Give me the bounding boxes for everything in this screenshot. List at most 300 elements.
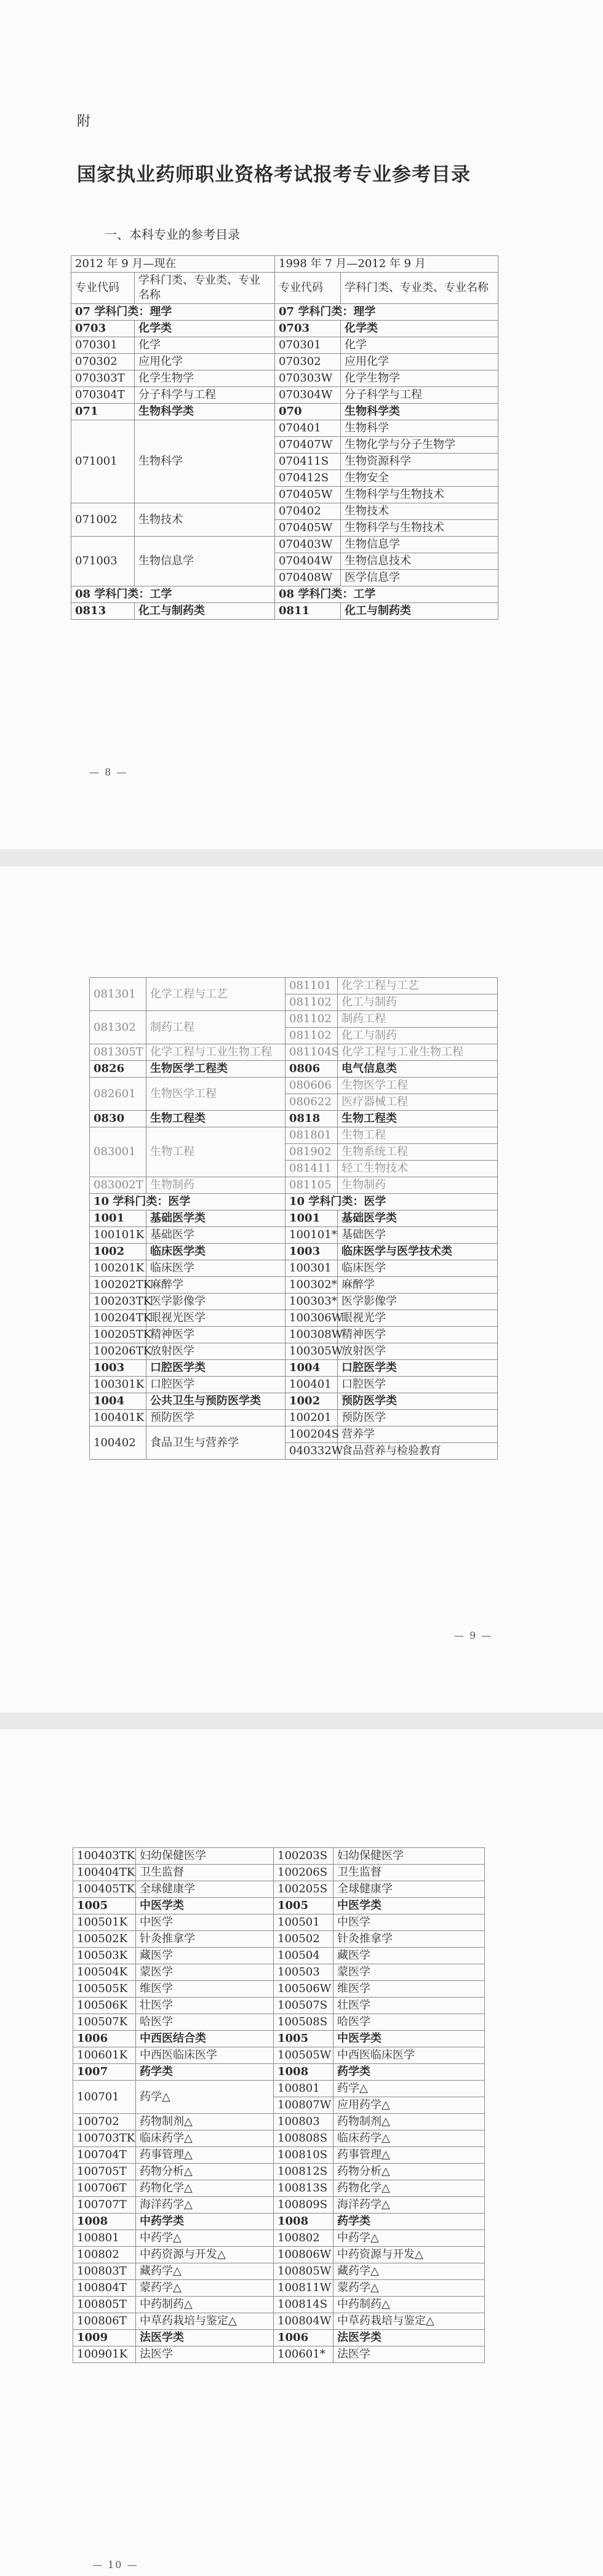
period-current-header: 2012 年 9 月—现在 — [71, 256, 275, 273]
section-heading: 一、本科专业的参考目录 — [105, 227, 240, 242]
name-cell: 卫生监督 — [136, 1865, 274, 1881]
category-label: 10 学科门类：医学 — [286, 1194, 498, 1210]
table-row — [73, 1998, 485, 2014]
catalog-table-part-2 — [89, 977, 498, 1460]
name-cell: 法医学类 — [136, 2330, 274, 2346]
code-cell: 100501K — [73, 1914, 136, 1931]
code-cell: 070405W — [275, 487, 341, 503]
table-row — [71, 337, 498, 354]
table-row — [90, 978, 498, 994]
name-cell: 生物技术 — [135, 503, 275, 537]
name-cell: 生物工程类 — [338, 1111, 498, 1127]
catalog-table-part-3 — [73, 1847, 485, 2363]
code-cell: 100811W — [274, 2280, 333, 2297]
code-cell: 100205TK — [90, 1327, 146, 1343]
name-cell: 卫生监督 — [333, 1865, 485, 1881]
name-cell: 法医学 — [333, 2346, 485, 2363]
code-cell: 1002 — [90, 1244, 146, 1260]
name-cell: 中草药栽培与鉴定△ — [333, 2313, 485, 2330]
name-cell: 应用化学 — [135, 354, 275, 370]
table-row — [73, 2313, 485, 2330]
name-cell: 预防医学 — [338, 1410, 498, 1426]
name-cell: 中草药栽培与鉴定△ — [136, 2313, 274, 2330]
code-cell: 100403TK — [73, 1848, 136, 1865]
table-row — [71, 503, 498, 520]
table-row — [71, 537, 498, 553]
code-cell: 100703TK — [73, 2130, 136, 2147]
table-row — [71, 321, 498, 337]
name-cell: 海洋药学△ — [136, 2197, 274, 2214]
name-cell: 轻工生物技术 — [338, 1161, 498, 1177]
table-row — [73, 2147, 485, 2164]
code-cell: 100805T — [73, 2297, 136, 2313]
name-cell: 化学生物学 — [135, 370, 275, 387]
code-cell: 071003 — [71, 537, 135, 586]
code-cell: 100203S — [274, 1848, 333, 1865]
name-cell: 麻醉学 — [338, 1277, 498, 1294]
table-row — [90, 1244, 498, 1260]
name-cell: 基础医学 — [338, 1227, 498, 1244]
column-header-name: 学科门类、专业类、专业名称 — [341, 273, 498, 304]
table-row — [73, 2263, 485, 2280]
name-cell: 放射医学 — [338, 1343, 498, 1360]
code-cell: 1005 — [274, 2031, 333, 2047]
table-row — [90, 1426, 498, 1443]
code-cell: 100402 — [90, 1426, 146, 1460]
category-label: 10 学科门类：医学 — [90, 1194, 286, 1210]
code-cell: 100308W — [286, 1327, 338, 1343]
name-cell: 医学信息学 — [341, 570, 498, 586]
name-cell: 化学生物学 — [341, 370, 498, 387]
code-cell: 070402 — [275, 503, 341, 520]
name-cell: 药学△ — [136, 2081, 274, 2114]
code-cell: 100802 — [274, 2230, 333, 2247]
table-row — [71, 256, 498, 273]
code-cell: 1005 — [274, 1898, 333, 1914]
name-cell: 藏医学 — [333, 1948, 485, 1964]
code-cell: 100702 — [73, 2114, 136, 2130]
code-cell: 100803T — [73, 2263, 136, 2280]
code-cell: 081411 — [286, 1161, 338, 1177]
code-cell: 100707T — [73, 2197, 136, 2214]
table-row — [90, 1011, 498, 1028]
code-cell: 081102 — [286, 1028, 338, 1044]
code-cell: 100306W — [286, 1310, 338, 1327]
table-header-row — [71, 273, 498, 304]
name-cell: 基础医学类 — [338, 1210, 498, 1227]
name-cell: 中医学类 — [333, 2031, 485, 2047]
code-cell: 082601 — [90, 1078, 146, 1111]
name-cell: 药学类 — [333, 2064, 485, 2081]
table-row — [73, 1898, 485, 1914]
code-cell: 100204TK — [90, 1310, 146, 1327]
table-row — [73, 1981, 485, 1998]
pharmacy-rows — [73, 2081, 485, 2114]
code-cell: 100101K — [90, 1227, 146, 1244]
name-cell: 化工与制药类 — [341, 603, 498, 620]
code-cell: 070407W — [275, 437, 341, 454]
code-cell: 071 — [71, 404, 135, 420]
category-label: 07 学科门类：理学 — [71, 304, 275, 321]
table-row — [73, 1881, 485, 1898]
code-cell: 0703 — [275, 321, 341, 337]
code-cell: 070304T — [71, 387, 135, 404]
code-cell: 100301 — [286, 1260, 338, 1277]
code-cell: 080622 — [286, 1094, 338, 1111]
code-cell: 100202TK — [90, 1277, 146, 1294]
code-cell: 081105 — [286, 1177, 338, 1194]
code-cell: 100801 — [73, 2230, 136, 2247]
document-title: 国家执业药师职业资格考试报考专业参考目录 — [77, 164, 471, 186]
name-cell: 壮医学 — [136, 1998, 274, 2014]
name-cell: 生物制药 — [146, 1177, 286, 1194]
name-cell: 口腔医学 — [338, 1377, 498, 1393]
name-cell: 生物科学与生物技术 — [341, 487, 498, 503]
name-cell: 法医学类 — [333, 2330, 485, 2346]
name-cell: 电气信息类 — [338, 1061, 498, 1078]
category-label: 08 学科门类：工学 — [275, 586, 498, 603]
name-cell: 妇幼保健医学 — [136, 1848, 274, 1865]
name-cell: 化工与制药 — [338, 994, 498, 1011]
code-cell: 070401 — [275, 420, 341, 437]
code-cell: 1004 — [90, 1393, 146, 1410]
code-cell: 070412S — [275, 470, 341, 487]
table-row — [73, 1964, 485, 1981]
code-cell: 100807W — [274, 2097, 333, 2114]
page-number: — 10 — — [92, 2559, 138, 2570]
code-cell: 1004 — [286, 1360, 338, 1377]
code-cell: 100808S — [274, 2130, 333, 2147]
code-cell: 1001 — [90, 1210, 146, 1227]
name-cell: 蒙医学 — [136, 1964, 274, 1981]
name-cell: 医学影像学 — [338, 1294, 498, 1310]
code-cell: 100810S — [274, 2147, 333, 2164]
code-cell: 100803 — [274, 2114, 333, 2130]
code-cell: 081102 — [286, 994, 338, 1011]
code-cell: 0818 — [286, 1111, 338, 1127]
name-cell: 全球健康学 — [136, 1881, 274, 1898]
table-row — [73, 2130, 485, 2147]
column-header-code: 专业代码 — [71, 273, 135, 304]
code-cell: 100302* — [286, 1277, 338, 1294]
table-row — [73, 2346, 485, 2363]
name-cell: 化学类 — [135, 321, 275, 337]
name-cell: 中药学△ — [136, 2230, 274, 2247]
name-cell: 临床医学类 — [146, 1244, 286, 1260]
name-cell: 中药制药△ — [136, 2297, 274, 2313]
name-cell: 法医学 — [136, 2346, 274, 2363]
name-cell: 药物化学△ — [136, 2180, 274, 2197]
code-cell: 100503 — [274, 1964, 333, 1981]
code-cell: 080606 — [286, 1078, 338, 1094]
name-cell: 预防医学类 — [338, 1393, 498, 1410]
table-row — [73, 1948, 485, 1964]
table-row — [90, 1127, 498, 1144]
name-cell: 中医学 — [333, 1914, 485, 1931]
code-cell: 100601* — [274, 2346, 333, 2363]
name-cell: 眼视光医学 — [146, 1310, 286, 1327]
code-cell: 100801 — [274, 2081, 333, 2097]
code-cell: 100507S — [274, 1998, 333, 2014]
name-cell: 生物工程 — [338, 1127, 498, 1144]
code-cell: 1002 — [286, 1393, 338, 1410]
column-header-name: 学科门类、专业类、专业名称 — [135, 273, 275, 304]
name-cell: 维医学 — [333, 1981, 485, 1998]
code-cell: 100401 — [286, 1377, 338, 1393]
code-cell: 100507K — [73, 2014, 136, 2031]
code-cell: 070301 — [275, 337, 341, 354]
table-row — [73, 2297, 485, 2313]
code-cell: 1007 — [73, 2064, 136, 2081]
name-cell: 化工与制药 — [338, 1028, 498, 1044]
category-label: 07 学科门类：理学 — [275, 304, 498, 321]
code-cell: 0806 — [286, 1061, 338, 1078]
table-row — [90, 1078, 498, 1094]
name-cell: 应用化学 — [341, 354, 498, 370]
name-cell: 生物科学与生物技术 — [341, 520, 498, 537]
name-cell: 中药学类 — [136, 2214, 274, 2230]
name-cell: 针灸推拿学 — [333, 1931, 485, 1948]
name-cell: 制药工程 — [338, 1011, 498, 1028]
code-cell: 0830 — [90, 1111, 146, 1127]
table-row — [73, 2081, 485, 2097]
name-cell: 哈医学 — [333, 2014, 485, 2031]
name-cell: 哈医学 — [136, 2014, 274, 2031]
code-cell: 070 — [275, 404, 341, 420]
name-cell: 蒙药学△ — [333, 2280, 485, 2297]
code-cell: 081302 — [90, 1011, 146, 1044]
category-label: 08 学科门类：工学 — [71, 586, 275, 603]
name-cell: 药物分析△ — [333, 2164, 485, 2180]
code-cell: 070303W — [275, 370, 341, 387]
code-cell: 100502K — [73, 1931, 136, 1948]
name-cell: 中医学类 — [333, 1898, 485, 1914]
code-cell: 100505W — [274, 2047, 333, 2064]
table-row — [73, 1865, 485, 1881]
code-cell: 040332W — [286, 1443, 338, 1460]
table-row — [71, 404, 498, 420]
code-cell: 1005 — [73, 1898, 136, 1914]
name-cell: 基础医学 — [146, 1227, 286, 1244]
code-cell: 081104S — [286, 1044, 338, 1061]
code-cell: 100805W — [274, 2263, 333, 2280]
code-cell: 100701 — [73, 2081, 136, 2114]
code-cell: 100405TK — [73, 1881, 136, 1898]
code-cell: 1003 — [90, 1360, 146, 1377]
code-cell: 100303* — [286, 1294, 338, 1310]
name-cell: 临床医学 — [146, 1260, 286, 1277]
name-cell: 生物安全 — [341, 470, 498, 487]
code-cell: 100814S — [274, 2297, 333, 2313]
name-cell: 生物化学与分子生物学 — [341, 437, 498, 454]
table-row — [73, 2064, 485, 2081]
code-cell: 1008 — [274, 2214, 333, 2230]
table-row — [73, 2114, 485, 2130]
category-row — [90, 1194, 498, 1210]
code-cell: 081301 — [90, 978, 146, 1011]
code-cell: 081305T — [90, 1044, 146, 1061]
table-row — [90, 1360, 498, 1377]
code-cell: 070408W — [275, 570, 341, 586]
code-cell: 100804W — [274, 2313, 333, 2330]
code-cell: 100601K — [73, 2047, 136, 2064]
table-row — [90, 1260, 498, 1277]
table-row — [90, 1393, 498, 1410]
name-cell: 藏医学 — [136, 1948, 274, 1964]
name-cell: 药物分析△ — [136, 2164, 274, 2180]
name-cell: 中医学 — [136, 1914, 274, 1931]
table-row — [71, 370, 498, 387]
table-row — [73, 2280, 485, 2297]
name-cell: 针灸推拿学 — [136, 1931, 274, 1948]
table-row — [90, 1343, 498, 1360]
name-cell: 口腔医学类 — [338, 1360, 498, 1377]
code-cell: 083001 — [90, 1127, 146, 1177]
code-cell: 100802 — [73, 2247, 136, 2263]
code-cell: 100706T — [73, 2180, 136, 2197]
name-cell: 生物科学 — [135, 420, 275, 503]
page-number: — 8 — — [89, 766, 128, 778]
document-page-10 — [0, 1729, 603, 2576]
code-cell: 0826 — [90, 1061, 146, 1078]
name-cell: 生物科学 — [341, 420, 498, 437]
code-cell: 0811 — [275, 603, 341, 620]
name-cell: 精神医学 — [146, 1327, 286, 1343]
table-row — [73, 2031, 485, 2047]
table-row — [73, 2014, 485, 2031]
table-row — [73, 2197, 485, 2214]
table-row — [90, 1294, 498, 1310]
code-cell: 100206S — [274, 1865, 333, 1881]
name-cell: 中西医结合类 — [136, 2031, 274, 2047]
table-row — [90, 1061, 498, 1078]
name-cell: 生物医学工程 — [338, 1078, 498, 1094]
code-cell: 071002 — [71, 503, 135, 537]
code-cell: 100201K — [90, 1260, 146, 1277]
name-cell: 放射医学 — [146, 1343, 286, 1360]
code-cell: 100804T — [73, 2280, 136, 2297]
name-cell: 生物信息技术 — [341, 553, 498, 570]
pharmacy-rows-continued — [73, 2114, 485, 2363]
name-cell: 麻醉学 — [146, 1277, 286, 1294]
code-cell: 1006 — [73, 2031, 136, 2047]
code-cell: 100508S — [274, 2014, 333, 2031]
table-row — [73, 1931, 485, 1948]
table-row — [90, 1044, 498, 1061]
code-cell: 070303T — [71, 370, 135, 387]
name-cell: 生物制药 — [338, 1177, 498, 1194]
name-cell: 预防医学 — [146, 1410, 286, 1426]
table-row — [71, 354, 498, 370]
table-row — [71, 420, 498, 437]
name-cell: 分子科学与工程 — [135, 387, 275, 404]
code-cell: 070302 — [71, 354, 135, 370]
code-cell: 070403W — [275, 537, 341, 553]
name-cell: 中西医临床医学 — [136, 2047, 274, 2064]
code-cell: 100806W — [274, 2247, 333, 2263]
code-cell: 100205S — [274, 1881, 333, 1898]
document-page-8 — [0, 0, 603, 849]
code-cell: 1009 — [73, 2330, 136, 2346]
code-cell: 100504 — [274, 1948, 333, 1964]
code-cell: 0703 — [71, 321, 135, 337]
name-cell: 药事管理△ — [333, 2147, 485, 2164]
name-cell: 全球健康学 — [333, 1881, 485, 1898]
column-header-code: 专业代码 — [275, 273, 341, 304]
code-cell: 070302 — [275, 354, 341, 370]
table-row — [73, 2047, 485, 2064]
name-cell: 食品卫生与营养学 — [146, 1426, 286, 1460]
document-page-9 — [0, 866, 603, 1713]
name-cell: 中药制药△ — [333, 2297, 485, 2313]
code-cell: 100806T — [73, 2313, 136, 2330]
code-cell: 100501 — [274, 1914, 333, 1931]
code-cell: 100502 — [274, 1931, 333, 1948]
code-cell: 100404TK — [73, 1865, 136, 1881]
name-cell: 化工与制药类 — [135, 603, 275, 620]
code-cell: 100206TK — [90, 1343, 146, 1360]
name-cell: 药学类 — [136, 2064, 274, 2081]
name-cell: 壮医学 — [333, 1998, 485, 2014]
code-cell: 100504K — [73, 1964, 136, 1981]
code-cell: 100301K — [90, 1377, 146, 1393]
name-cell: 药物化学△ — [333, 2180, 485, 2197]
name-cell: 化学 — [341, 337, 498, 354]
code-cell: 1001 — [286, 1210, 338, 1227]
name-cell: 基础医学类 — [146, 1210, 286, 1227]
code-cell: 100813S — [274, 2180, 333, 2197]
name-cell: 药物制剂△ — [136, 2114, 274, 2130]
table-row — [73, 1914, 485, 1931]
name-cell: 应用药学△ — [333, 2097, 485, 2114]
table-row — [73, 2247, 485, 2263]
name-cell: 生物科学类 — [135, 404, 275, 420]
name-cell: 中药资源与开发△ — [333, 2247, 485, 2263]
table-row — [90, 1111, 498, 1127]
name-cell: 制药工程 — [146, 1011, 286, 1044]
code-cell: 070411S — [275, 454, 341, 470]
name-cell: 中药学△ — [333, 2230, 485, 2247]
name-cell: 分子科学与工程 — [341, 387, 498, 404]
name-cell: 生物医学工程类 — [146, 1061, 286, 1078]
name-cell: 中药资源与开发△ — [136, 2247, 274, 2263]
category-row — [71, 586, 498, 603]
name-cell: 妇幼保健医学 — [333, 1848, 485, 1865]
table-row — [90, 1210, 498, 1227]
name-cell: 中西医临床医学 — [333, 2047, 485, 2064]
code-cell: 1008 — [73, 2214, 136, 2230]
name-cell: 生物资源科学 — [341, 454, 498, 470]
category-row — [71, 304, 498, 321]
code-cell: 100705T — [73, 2164, 136, 2180]
code-cell: 100401K — [90, 1410, 146, 1426]
name-cell: 药物制剂△ — [333, 2114, 485, 2130]
code-cell: 081902 — [286, 1144, 338, 1161]
name-cell: 生物工程 — [146, 1127, 286, 1177]
code-cell: 100305W — [286, 1343, 338, 1360]
name-cell: 口腔医学类 — [146, 1360, 286, 1377]
code-cell: 070404W — [275, 553, 341, 570]
name-cell: 化学 — [135, 337, 275, 354]
name-cell: 化学工程与工艺 — [338, 978, 498, 994]
table-row — [90, 1327, 498, 1343]
table-row — [73, 2214, 485, 2230]
annex-label: 附 — [77, 114, 91, 129]
code-cell: 100812S — [274, 2164, 333, 2180]
name-cell: 生物医学工程 — [146, 1078, 286, 1111]
page-number: — 9 — — [454, 1630, 493, 1641]
code-cell: 100505K — [73, 1981, 136, 1998]
